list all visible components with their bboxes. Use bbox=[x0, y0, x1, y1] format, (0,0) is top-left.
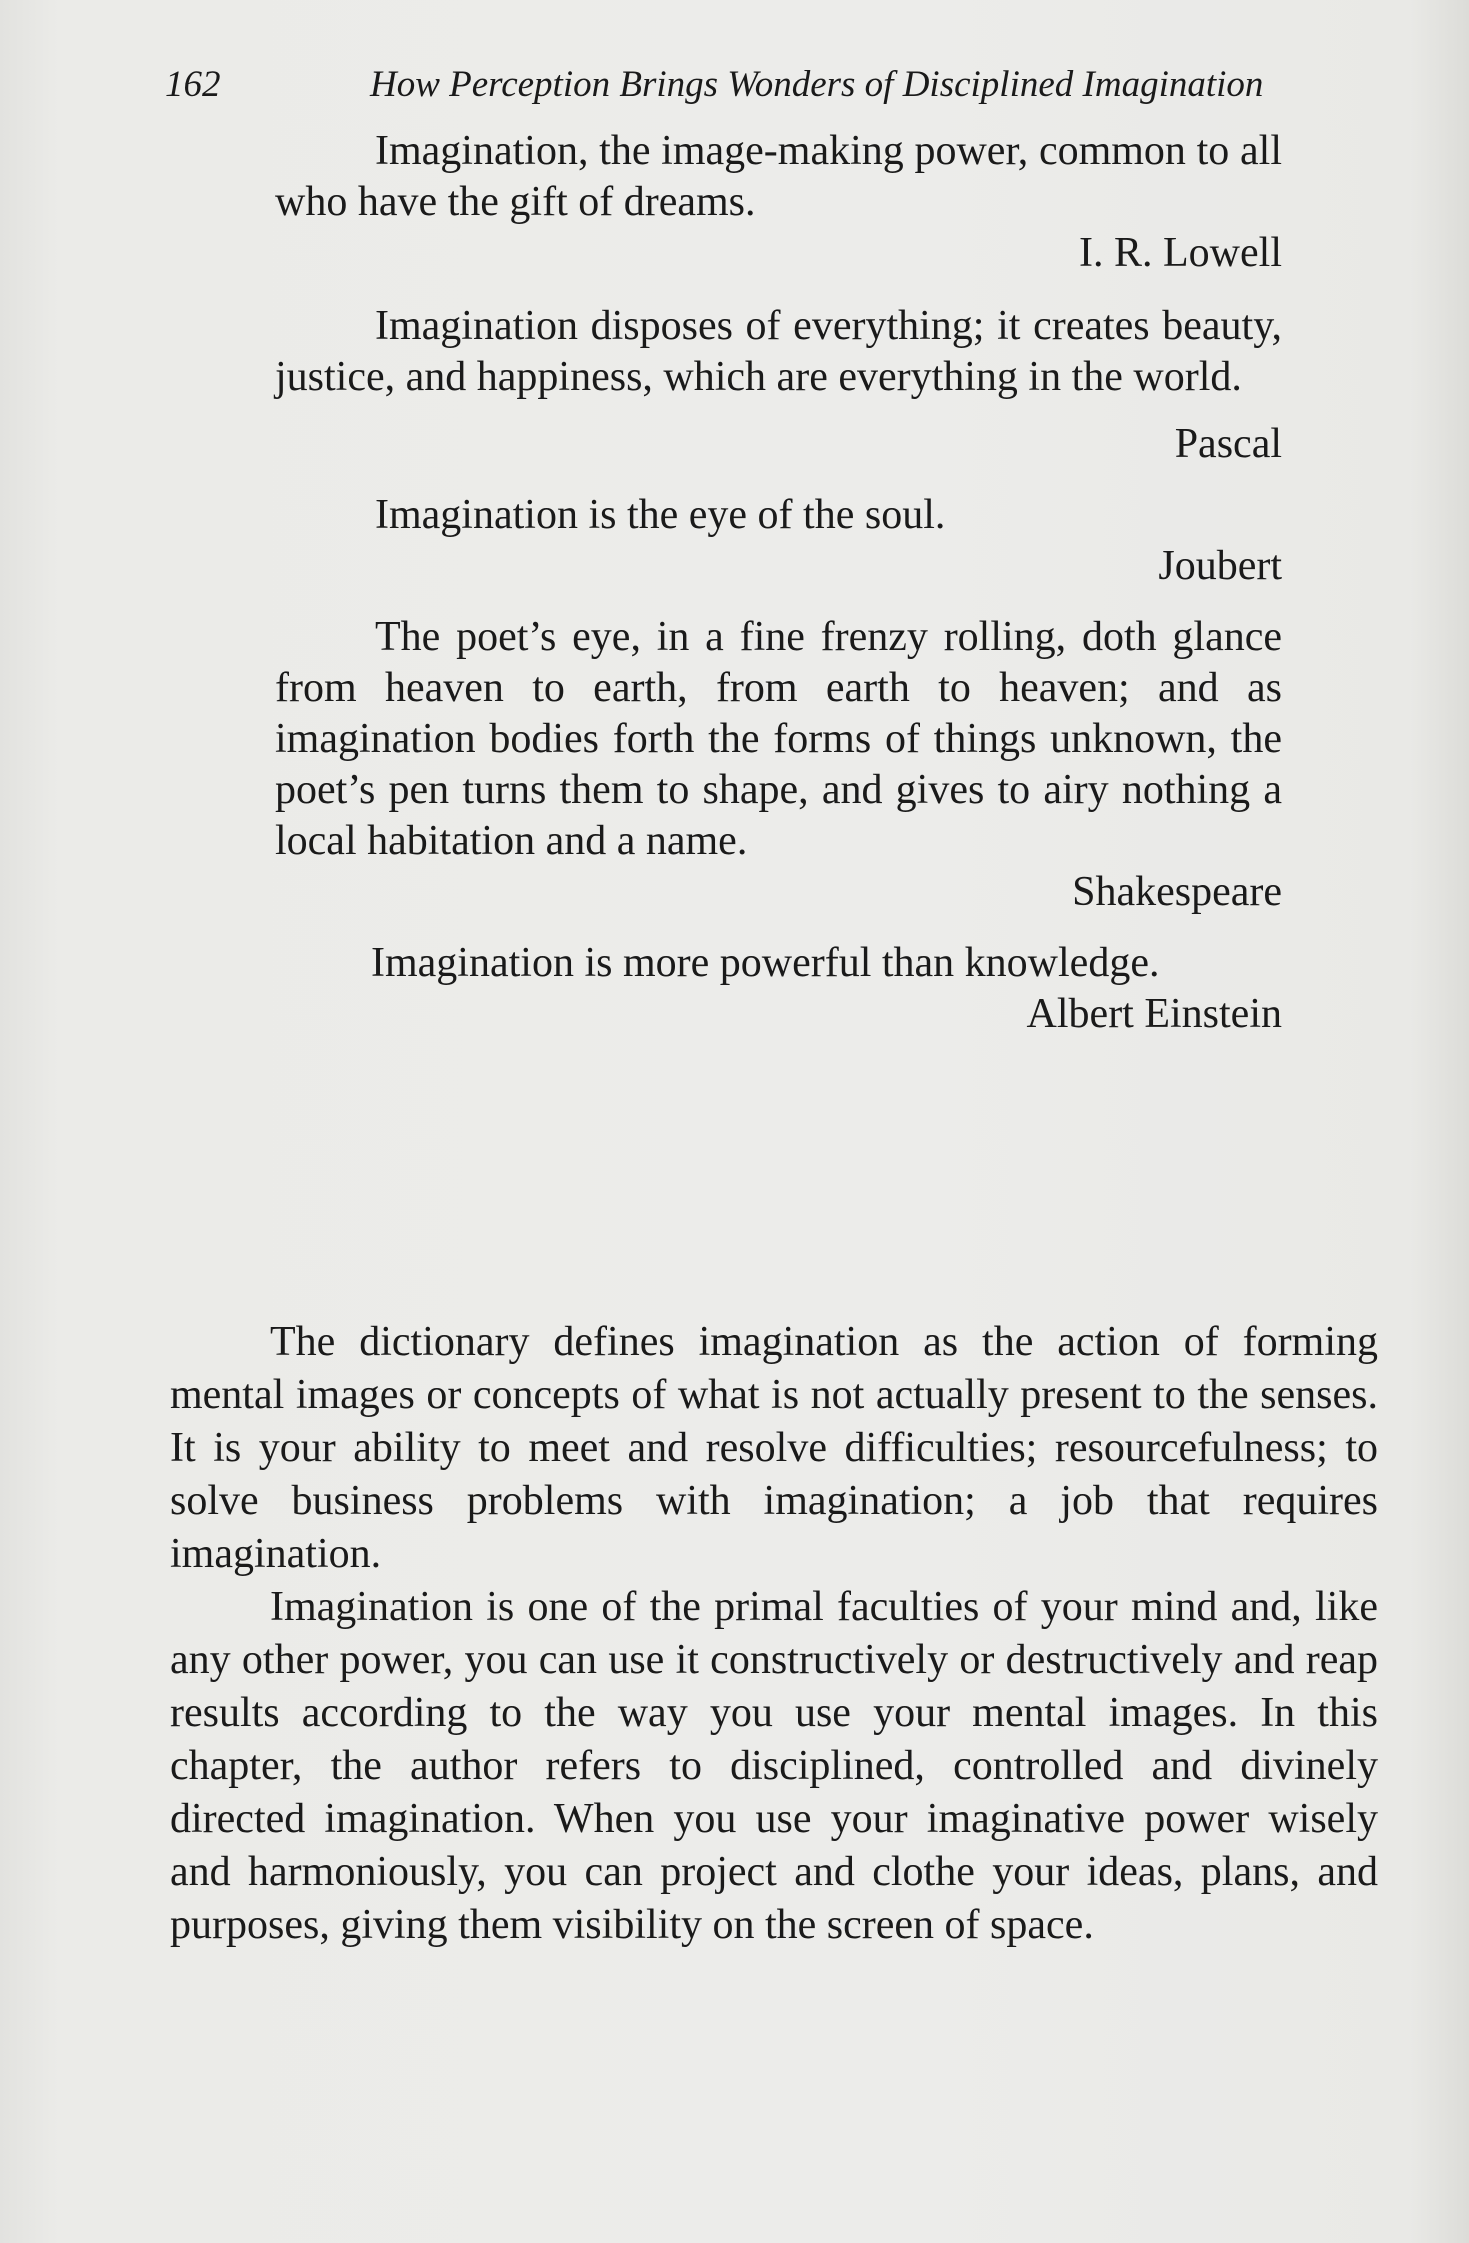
epigraph-attribution: I. R. Lowell bbox=[1079, 230, 1282, 276]
epigraph bbox=[275, 612, 1282, 918]
epigraph bbox=[275, 126, 1282, 279]
epigraph bbox=[275, 301, 1282, 470]
epigraph-attribution: Shakespeare bbox=[1072, 869, 1282, 915]
epigraph-section bbox=[275, 126, 1282, 1040]
epigraph-quote: Imagination is more powerful than knowledge. bbox=[371, 940, 1160, 986]
epigraph-attribution: Joubert bbox=[1158, 543, 1282, 589]
epigraph-quote: Imagination disposes of everything; it creates beauty, justice, and happiness, which are everything in the world. bbox=[275, 303, 1282, 400]
epigraph bbox=[275, 938, 1282, 1040]
body-paragraph: Imagination is one of the primal faculties of your mind and, like any other power, you can use it constructively or destructively and reap results according to the way you use your mental images. In this chapter, the author refers to disciplined, controlled and divinely directed imagination. When you use your imaginative power wisely and harmoniously, you can project and clothe your ideas, plans, and purposes, giving them visibility on the screen of space. bbox=[170, 1584, 1378, 1948]
epigraph bbox=[275, 490, 1282, 592]
body-paragraph: The dictionary defines imagination as the action of forming mental images or concepts of what is not actually present to the senses. It is your ability to meet and resolve difficulties; resourcefulness; to solve business problems with imagination; a job that requires imagination. bbox=[170, 1319, 1378, 1577]
epigraph-quote: Imagination, the image-making power, common to all who have the gift of dreams. bbox=[275, 128, 1282, 225]
body-text bbox=[170, 1316, 1378, 1952]
epigraph-quote: The poet’s eye, in a fine frenzy rolling, doth glance from heaven to earth, from earth to heaven; and as imagination bodies forth the forms of things unknown, the poet’s pen turns them to shape, and gives to airy nothing a local habitation and a name. bbox=[275, 614, 1282, 864]
running-header bbox=[165, 60, 1384, 110]
running-title: How Perception Brings Wonders of Disciplined Imagination bbox=[370, 64, 1264, 105]
epigraph-attribution: Pascal bbox=[1174, 421, 1282, 467]
epigraph-quote: Imagination is the eye of the soul. bbox=[375, 492, 946, 538]
page-number: 162 bbox=[165, 64, 221, 105]
epigraph-attribution: Albert Einstein bbox=[1026, 991, 1282, 1037]
